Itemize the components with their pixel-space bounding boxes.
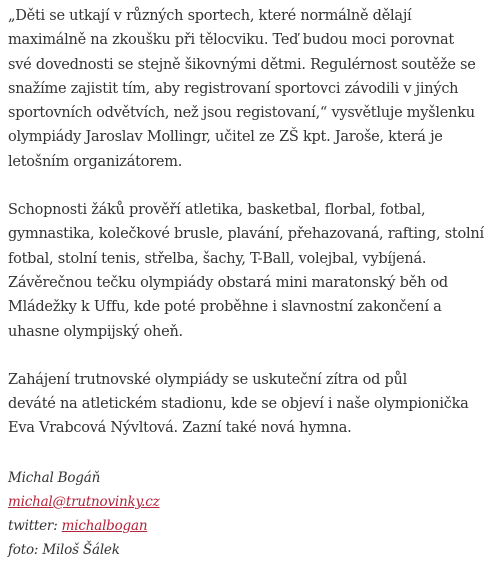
text-line: deváté na atletickém stadionu, kde se objeví i naše olympionička <box>8 396 469 413</box>
paragraph-sports <box>8 198 492 344</box>
article-credits <box>8 466 492 563</box>
text-line: Mládežky k Uffu, kde poté proběhne i slavnostní zakončení a <box>8 299 442 316</box>
paragraph-opening <box>8 368 492 441</box>
text-line: snažíme zajistit tím, aby registrovaní sportovci závodili v jiných <box>8 80 459 97</box>
author-name: Michal Bogáň <box>8 469 101 486</box>
text-line: fotbal, stolní tenis, střelba, šachy, T-Ball, volejbal, vybíjená. <box>8 250 427 267</box>
article-body <box>8 4 492 563</box>
text-line: své dovednosti se stejně šikovnými dětmi. Regulérnost soutěže se <box>8 56 476 73</box>
text-line: Zahájení trutnovské olympiády se uskuteční zítra od půl <box>8 371 407 388</box>
text-line: sportovních odvětvích, než jsou registovaní,“ vysvětluje myšlenku <box>8 105 475 122</box>
author-email-link[interactable]: michal@trutnovinky.cz <box>8 493 160 510</box>
text-line: uhasne olympijský oheň. <box>8 323 183 340</box>
paragraph-quote <box>8 4 492 174</box>
twitter-row <box>8 514 492 538</box>
text-line: „Děti se utkají v různých sportech, které normálně dělají <box>8 8 412 24</box>
text-line: maximálně na zkoušku při tělocviku. Teď budou moci porovnat <box>8 32 454 49</box>
photo-credit: foto: Miloš Šálek <box>8 542 120 559</box>
text-line: olympiády Jaroslav Mollingr, učitel ze ZŠ kpt. Jaroše, která je <box>8 129 443 146</box>
text-line: letošním organizátorem. <box>8 153 183 170</box>
text-line: gymnastika, kolečkové brusle, plavání, přehazovaná, rafting, stolní <box>8 226 484 243</box>
text-line: Závěrečnou tečku olympiády obstará mini maratonský běh od <box>8 274 448 291</box>
text-line: Eva Vrabcová Nývltová. Zazní také nová hymna. <box>8 420 352 437</box>
twitter-handle-link[interactable]: michalbogan <box>61 518 148 535</box>
author-email-row <box>8 490 492 514</box>
twitter-label: twitter: <box>8 518 62 535</box>
text-line: Schopnosti žáků prověří atletika, basketbal, florbal, fotbal, <box>8 202 426 219</box>
